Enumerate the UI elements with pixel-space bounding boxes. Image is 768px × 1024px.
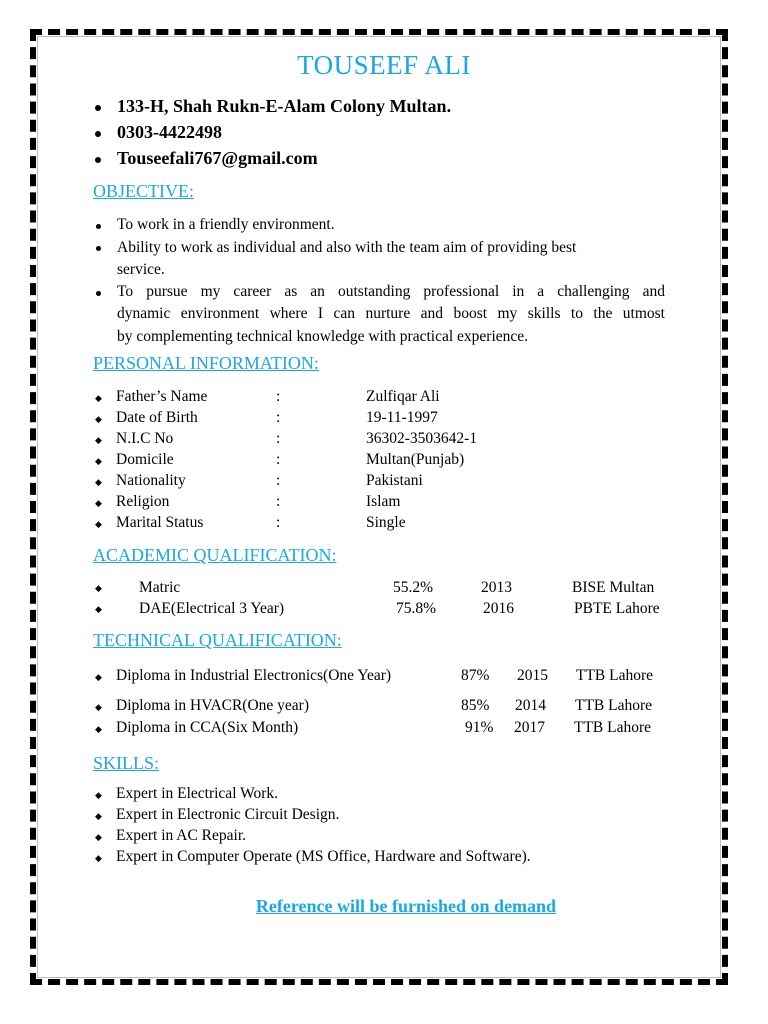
bullet-icon — [96, 224, 101, 229]
diamond-bullet-icon: ◆ — [95, 393, 102, 403]
academic-board: PBTE Lahore — [574, 600, 660, 617]
technical-percent: 85% — [461, 697, 490, 714]
bullet-icon — [96, 291, 101, 296]
diamond-bullet-icon: ◆ — [95, 477, 102, 487]
skill-item: Expert in AC Repair. — [116, 827, 247, 844]
personal-info-heading: PERSONAL INFORMATION: — [93, 353, 319, 373]
objective-line: dynamic environment where I can nurture and boost my skills to the utmost — [117, 305, 665, 322]
personal-separator: : — [276, 472, 281, 489]
personal-value: Single — [366, 514, 406, 531]
academic-percent: 55.2% — [393, 579, 434, 596]
technical-heading: TECHNICAL QUALIFICATION: — [93, 630, 342, 650]
personal-separator: : — [276, 451, 281, 468]
personal-label: Date of Birth — [116, 409, 198, 426]
objective-line: To work in a friendly environment. — [117, 216, 335, 233]
personal-value: Pakistani — [366, 472, 423, 489]
diamond-bullet-icon: ◆ — [95, 832, 102, 842]
diamond-bullet-icon: ◆ — [95, 811, 102, 821]
diamond-bullet-icon: ◆ — [95, 583, 102, 593]
bullet-icon — [96, 246, 101, 251]
personal-label: Marital Status — [116, 514, 204, 531]
personal-separator: : — [276, 493, 281, 510]
objective-heading: OBJECTIVE: — [93, 181, 194, 201]
diamond-bullet-icon: ◆ — [95, 456, 102, 466]
diamond-bullet-icon: ◆ — [95, 435, 102, 445]
academic-percent: 75.8% — [396, 600, 437, 617]
skills-heading: SKILLS: — [93, 753, 160, 773]
academic-degree: Matric — [139, 579, 181, 596]
personal-value: Zulfiqar Ali — [366, 388, 440, 405]
personal-value: Islam — [366, 493, 401, 510]
academic-year: 2016 — [483, 600, 514, 617]
academic-board: BISE Multan — [572, 579, 655, 596]
skill-item: Expert in Computer Operate (MS Office, Hardware and Software). — [116, 848, 531, 865]
technical-percent: 87% — [461, 667, 490, 684]
diamond-bullet-icon: ◆ — [95, 853, 102, 863]
objective-line: by complementing technical knowledge with practical experience. — [117, 328, 529, 345]
personal-label: N.I.C No — [116, 430, 174, 447]
technical-institute: TTB Lahore — [575, 697, 653, 714]
academic-degree: DAE(Electrical 3 Year) — [139, 600, 285, 617]
objective-line: To pursue my career as an outstanding professional in a challenging and — [117, 283, 665, 300]
personal-value: 36302-3503642-1 — [366, 430, 478, 447]
contact-email: Touseefali767@gmail.com — [117, 148, 318, 168]
academic-year: 2013 — [481, 579, 512, 596]
technical-course: Diploma in Industrial Electronics(One Year) — [116, 667, 392, 684]
technical-institute: TTB Lahore — [576, 667, 654, 684]
technical-course: Diploma in HVACR(One year) — [116, 697, 310, 714]
personal-label: Domicile — [116, 451, 174, 468]
reference-note: Reference will be furnished on demand — [255, 896, 557, 916]
technical-institute: TTB Lahore — [574, 719, 652, 736]
skill-item: Expert in Electronic Circuit Design. — [116, 806, 340, 823]
personal-value: 19-11-1997 — [366, 409, 438, 426]
technical-course: Diploma in CCA(Six Month) — [116, 719, 299, 736]
diamond-bullet-icon: ◆ — [95, 702, 102, 712]
diamond-bullet-icon: ◆ — [95, 724, 102, 734]
technical-year: 2015 — [517, 667, 548, 684]
academic-heading: ACADEMIC QUALIFICATION: — [93, 545, 337, 565]
personal-label: Nationality — [116, 472, 186, 489]
resume-name: TOUSEEF ALI — [297, 50, 471, 80]
bullet-icon — [95, 131, 101, 137]
diamond-bullet-icon: ◆ — [95, 519, 102, 529]
diamond-bullet-icon: ◆ — [95, 790, 102, 800]
technical-year: 2017 — [514, 719, 545, 736]
bullet-icon — [95, 105, 101, 111]
personal-label: Father’s Name — [116, 388, 208, 405]
contact-address: 133-H, Shah Rukn-E-Alam Colony Multan. — [117, 96, 452, 116]
objective-line: Ability to work as individual and also with the team aim of providing best — [117, 239, 577, 256]
diamond-bullet-icon: ◆ — [95, 498, 102, 508]
objective-line: service. — [117, 261, 165, 278]
technical-percent: 91% — [465, 719, 494, 736]
personal-label: Religion — [116, 493, 170, 510]
diamond-bullet-icon: ◆ — [95, 672, 102, 682]
diamond-bullet-icon: ◆ — [95, 414, 102, 424]
technical-year: 2014 — [515, 697, 546, 714]
bullet-icon — [95, 157, 101, 163]
personal-separator: : — [276, 514, 281, 531]
contact-phone: 0303-4422498 — [117, 122, 222, 142]
diamond-bullet-icon: ◆ — [95, 604, 102, 614]
skill-item: Expert in Electrical Work. — [116, 785, 279, 802]
personal-separator: : — [276, 388, 281, 405]
personal-separator: : — [276, 430, 281, 447]
personal-value: Multan(Punjab) — [366, 451, 465, 468]
personal-separator: : — [276, 409, 281, 426]
